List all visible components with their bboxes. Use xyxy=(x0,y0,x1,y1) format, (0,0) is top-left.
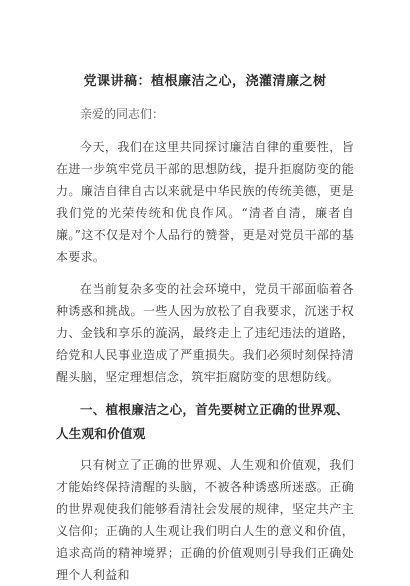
paragraph-intro: 今天，我们在这里共同探讨廉洁自律的重要性，旨在进一步筑牢党员干部的思想防线，提升拒腐防变的能力。廉洁自律自古以来就是中华民族的传统美德，更是我们党的光荣传统和优良作风。“清者自清，廉者自廉。”这不仅是对个人品行的赞誉，更是对党员干部的基本要求。 xyxy=(56,140,354,264)
greeting: 亲爱的同志们： xyxy=(80,107,165,121)
paragraph-context: 在当前复杂多变的社会环境中，党员干部面临着各种诱惑和挑战。一些人因为放松了自我要求，沉迷于权力、金钱和享乐的漩涡，最终走上了违纪违法的道路，给党和人民事业造成了严重损失。我们必须时刻保持清醒头脑，坚定理想信念，筑牢拒腐防变的思想防线。 xyxy=(56,282,354,384)
section-heading: 一、植根廉洁之心，首先要树立正确的世界观、人生观和价值观 xyxy=(56,402,349,441)
paragraph-section-one: 只有树立了正确的世界观、人生观和价值观，我们才能始终保持清醒的头脑，不被各种诱惑所迷惑。正确的世界观使我们能够看清社会发展的规律，坚定共产主义信仰；正确的人生观让我们明白人生的意义和价值，追求高尚的精神境界；正确的价值观则引导我们正确处理个人利益和 xyxy=(56,458,354,582)
document-title: 党课讲稿：植根廉洁之心，浇灌清廉之树 xyxy=(83,74,327,89)
